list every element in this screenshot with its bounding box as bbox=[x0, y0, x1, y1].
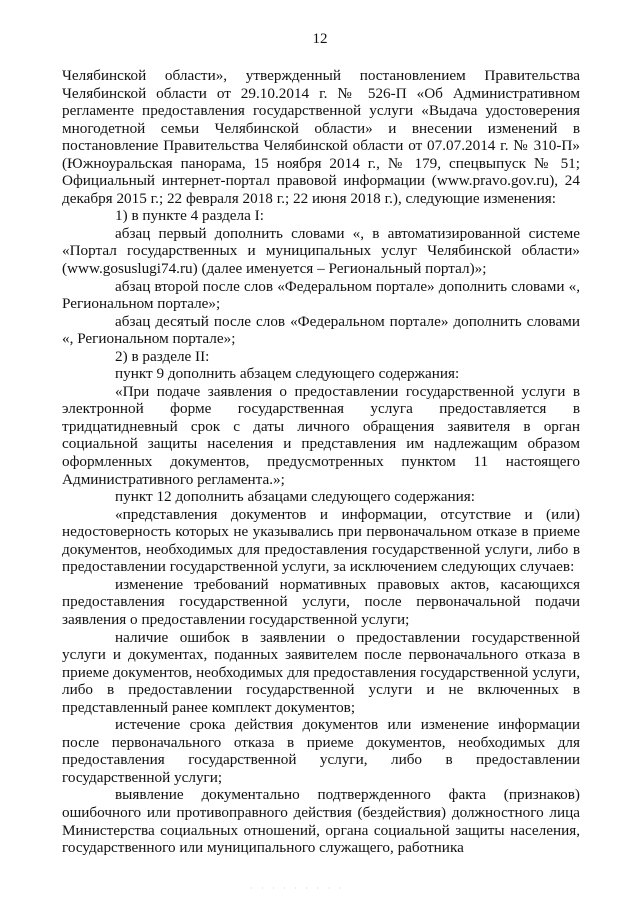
document-body bbox=[62, 67, 580, 857]
paragraph-regulation-reference: Челябинской области», утвержденный постановлением Правительства Челябинской области от 29.10.2014 г. № 526-П «Об Административном регламенте предоставления государственной услуги «Выдача удостоверения многодетной семьи Челябинской области» и внесении изменений в постановление Правительства Челябинской области от 07.07.2014 г. № 310-П» (Южноуральская панорама, 15 ноября 2014 г., № 179, спецвыпуск № 51; Официальный интернет-портал правовой информации (www.pravo.gov.ru), 24 декабря 2015 г.; 22 февраля 2018 г.; 22 июня 2018 г.), следующие изменения: bbox=[62, 67, 580, 207]
page-number: 12 bbox=[312, 31, 328, 47]
paragraph-electronic-submission: «При подаче заявления о предоставлении государственной услуги в электронной форме государственная услуга предоставляется в тридцатидневный срок с даты личного обращения заявителя в орган социальной защиты населения и представления им надлежащим образом оформленных документов, предусмотренных пунктом 11 настоящего Административного регламента.»; bbox=[62, 382, 580, 488]
paragraph-document-submission: «представления документов и информации, отсутствие и (или) недостоверность которых не указывались при первоначальном отказе в приеме документов, необходимых для предоставления государственной услуги, либо в предоставлении государственной услуги, за исключением следующих случаев: bbox=[62, 505, 580, 576]
paragraph-identification: выявление документально подтвержденного факта (признаков) ошибочного или противоправного действия (бездействия) должностного лица Министерства социальных отношений, органа социальной защиты населения, государственного или муниципального служащего, работника bbox=[62, 786, 580, 857]
paragraph-abzac-first: абзац первый дополнить словами «, в автоматизированной системе «Портал государственных и муниципальных услуг Челябинской области» (www.gosuslugi74.ru) (далее именуется – Региональный портал)»; bbox=[62, 224, 580, 278]
paragraph-errors-in-application: наличие ошибок в заявлении о предоставлении государственной услуги и документах, поданных заявителем после первоначального отказа в приеме документов, необходимых для предоставления государственной услуги, либо в предоставлении государственной услуги и не включенных в представленный ранее комплект документов; bbox=[62, 628, 580, 716]
paragraph-abzac-second: абзац второй после слов «Федеральном портале» дополнить словами «, Региональном портале»; bbox=[62, 277, 580, 313]
paragraph-point-9: пункт 9 дополнить абзацем следующего содержания: bbox=[115, 365, 460, 383]
paragraph-item-1: 1) в пункте 4 раздела I: bbox=[115, 207, 264, 225]
paragraph-requirements-change: изменение требований нормативных правовых актов, касающихся предоставления государственной услуги, после первоначальной подачи заявления о предоставлении государственной услуги; bbox=[62, 575, 580, 628]
paragraph-item-2: 2) в разделе II: bbox=[115, 347, 210, 365]
paragraph-expiration: истечение срока действия документов или изменение информации после первоначального отказа в приеме документов, необходимых для предоставления государственной услуги, либо в предоставлении государственной услуги; bbox=[62, 716, 580, 786]
paragraph-point-12: пункт 12 дополнить абзацами следующего содержания: bbox=[115, 488, 475, 506]
scan-artifact: · · · · · · · · · bbox=[250, 884, 345, 893]
paragraph-abzac-tenth: абзац десятый после слов «Федеральном портале» дополнить словами «, Региональном портале»; bbox=[62, 312, 580, 348]
